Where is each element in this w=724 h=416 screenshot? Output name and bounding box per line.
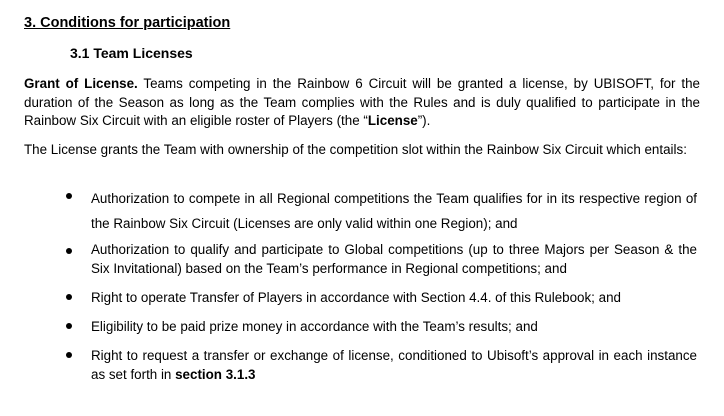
section-heading: 3. Conditions for participation: [24, 15, 231, 31]
grant-of-license-lead: Grant of License.: [24, 76, 138, 91]
bullet-icon: [66, 248, 72, 254]
list-item-text: Right to operate Transfer of Players in accordance with Section 4.4. of this Rulebook; and: [91, 290, 621, 305]
list-item-text: [91, 347, 697, 384]
list-item-text: Authorization to compete in all Regional competitions the Team qualifies for in its respective region of the Rainbow Six Circuit (Licenses are only valid within one Region); and: [91, 191, 697, 231]
subsection-heading: 3.1 Team Licenses: [70, 45, 193, 61]
grant-of-license-text: Teams competing in the Rainbow 6 Circuit will be granted a license, by UBISOFT, for the duration of the Season as long as the Team complies with the Rules and is duly qualified to participate in the Rainbow Six Circuit with an eligible roster of Players (the “: [24, 76, 700, 128]
bullet-icon: [66, 294, 72, 300]
bullet-icon: [66, 193, 72, 199]
list-item-text: Eligibility to be paid prize money in accordance with the Team’s results; and: [91, 319, 538, 334]
grant-of-license-paragraph: [24, 75, 700, 131]
list-item-text-main: Right to request a transfer or exchange of license, conditioned to Ubisoft’s approval in each instance as set forth in: [91, 348, 697, 382]
license-intro-paragraph: The License grants the Team with ownership of the competition slot within the Rainbow Six Circuit which entails:: [24, 142, 687, 157]
section-reference: section 3.1.3: [175, 366, 256, 382]
bullet-icon: [66, 323, 72, 329]
license-term: License: [367, 113, 418, 128]
bullet-icon: [66, 352, 72, 358]
grant-of-license-closing: ”).: [417, 113, 431, 128]
list-item-text: Authorization to qualify and participate to Global competitions (up to three Majors per Season & the Six Invitational) based on the Team’s performance in Regional competitions; and: [91, 242, 697, 276]
